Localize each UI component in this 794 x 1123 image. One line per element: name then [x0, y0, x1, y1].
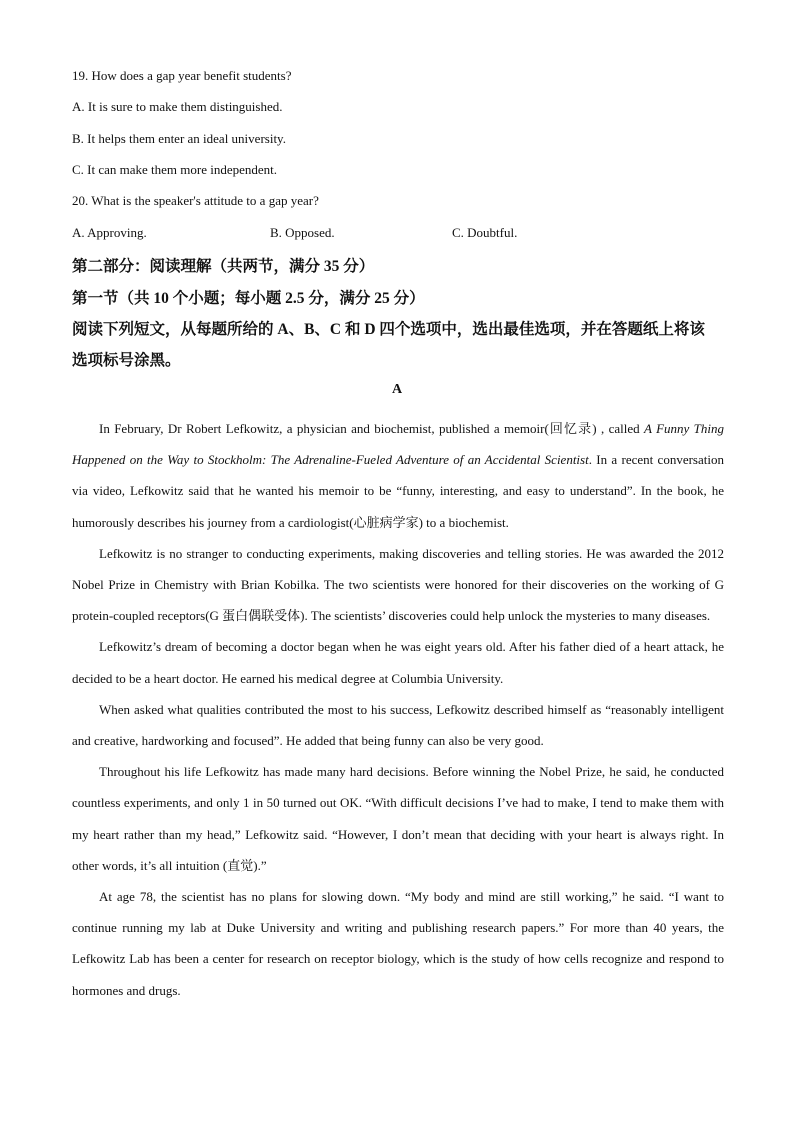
q19-option-a: A. It is sure to make them distinguished.	[72, 99, 283, 114]
passage-paragraph-2: Lefkowitz is no stranger to conducting experiments, making discoveries and telling stories. He was awarded the 2012 Nobel Prize in Chemistry with Brian Kobilka. The two scientists were honored for their discoveries on the working of G protein-coupled receptors(G 蛋白偶联受体). The scientists’ discoveries could help unlock the mysteries to many diseases.	[72, 545, 724, 624]
q19-option-c: C. It can make them more independent.	[72, 162, 278, 177]
section1-heading: 第一节（共 10 个小题；每小题 2.5 分，满分 25 分）	[72, 290, 425, 307]
q20-option-b: B. Opposed.	[270, 225, 335, 240]
q19-option-b: B. It helps them enter an ideal university.	[72, 131, 286, 146]
passage-body	[72, 413, 724, 1006]
passage-paragraph-1: In February, Dr Robert Lefkowitz, a physician and biochemist, published a memoir(回忆录) , called A Funny Thing Happened on the Way to Stockholm: The Adrenaline-Fueled Adventure of an Accidental Scientist. In a recent conversation via video, Lefkowitz said that he wanted his memoir to be “funny, interesting, and easy to understand”. In the book, he humorously describes his journey from a cardiologist(心脏病学家) to a biochemist.	[72, 421, 725, 530]
q20-option-a: A. Approving.	[72, 225, 147, 240]
instruction-line-1: 阅读下列短文，从每题所给的 A、B、C 和 D 四个选项中，选出最佳选项，并在答题纸上将该	[72, 321, 705, 338]
passage-title: A	[391, 382, 403, 397]
passage-paragraph-6: At age 78, the scientist has no plans for slowing down. “My body and mind are still working,” he said. “I want to continue running my lab at Duke University and writing and publishing research papers.” For more than 40 years, the Lefkowitz Lab has been a center for research on receptor biology, which is the study of how cells recognize and respond to hormones and drugs.	[72, 889, 724, 998]
q20-stem: 20. What is the speaker's attitude to a gap year?	[72, 193, 319, 208]
instruction-line-2: 选项标号涂黑。	[72, 352, 181, 369]
passage-paragraph-3: Lefkowitz’s dream of becoming a doctor began when he was eight years old. After his father died of a heart attack, he decided to be a heart doctor. He earned his medical degree at Columbia University.	[72, 639, 724, 686]
passage-paragraph-4: When asked what qualities contributed the most to his success, Lefkowitz described himself as “reasonably intelligent and creative, hardworking and focused”. He added that being funny can also be very good.	[72, 701, 724, 749]
q19-stem: 19. How does a gap year benefit students?	[72, 68, 292, 83]
book-title: A Funny Thing Happened on the Way to Stockholm: The Adrenaline-Fueled Adventure of an Accidental Scientist	[72, 421, 725, 468]
part2-heading: 第二部分：阅读理解（共两节，满分 35 分）	[72, 258, 375, 275]
q20-option-c: C. Doubtful.	[452, 225, 518, 240]
passage-paragraph-5: Throughout his life Lefkowitz has made many hard decisions. Before winning the Nobel Prize, he said, he conducted countless experiments, and only 1 in 50 turned out OK. “With difficult decisions I’ve had to make, I tend to make them with my heart rather than my head,” Lefkowitz said. “However, I don’t mean that deciding with your heart is always right. In other words, it’s all intuition (直觉).”	[72, 764, 724, 873]
